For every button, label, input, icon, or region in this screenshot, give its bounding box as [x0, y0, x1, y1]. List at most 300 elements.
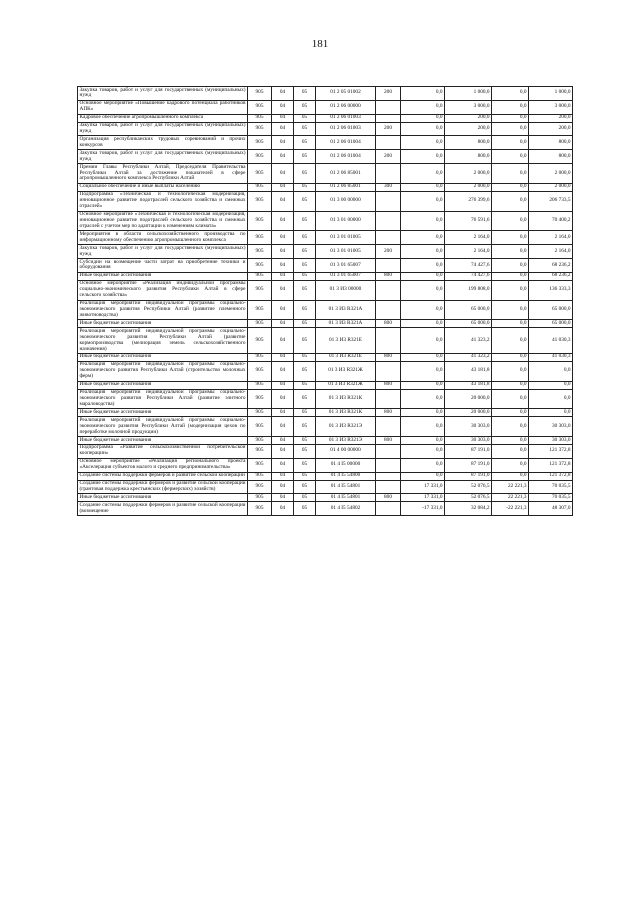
table-row [78, 183, 573, 191]
section-code-cell: 04 [272, 328, 294, 354]
row-name-cell: Реализация мероприятий индивидуальной программы социально-экономического развития Республики Алтай (развитие кормопроизводства (мелиорация земель сельскохозяйственного назначения) [79, 327, 246, 352]
amount-cell-3: 0,0 [492, 417, 529, 437]
expense-type-cell [376, 417, 401, 437]
ministry-code-cell: 905 [248, 458, 272, 472]
row-name-cell: Кадровое обеспечение агропромышленного комплекса [78, 114, 248, 122]
amount-cell-2: 32 084,2 [445, 502, 492, 516]
target-article-cell: 01 3 И3 R321Ж [316, 361, 376, 381]
expense-type-cell: 800 [376, 353, 401, 361]
expense-type-cell [376, 280, 401, 300]
expense-type-cell [376, 211, 401, 231]
ministry-code-cell: 905 [248, 409, 272, 417]
amount-cell-4: 1 000,0 [529, 87, 573, 101]
amount-cell-2: 87 191,0 [445, 472, 492, 480]
amount-cell-3: 0,0 [492, 87, 529, 101]
target-article-cell: 01 3 И3 R321К [316, 409, 376, 417]
row-name-cell: Основное мероприятие «Реализация регионального проекта «Акселерация субъектов малого и среднего предпринимательства» [79, 458, 246, 471]
subsection-code-cell: 05 [294, 191, 316, 211]
target-article-cell: 01 2 05 01002 [316, 87, 376, 101]
amount-cell-1: 0,0 [401, 353, 445, 361]
expense-type-cell [376, 300, 401, 320]
amount-cell-2: 30 303,0 [445, 437, 492, 445]
target-article-cell: 01 4 I5 54800 [316, 472, 376, 480]
subsection-code-cell: 05 [294, 458, 316, 472]
expense-type-cell [376, 389, 401, 409]
row-name-cell: Подпрограмма «Техническая и технологическая модернизация, инновационное развитие подотраслей сельского хозяйства и смежных отраслей» [79, 191, 246, 210]
ministry-code-cell: 905 [248, 328, 272, 354]
amount-cell-3: 0,0 [492, 191, 529, 211]
section-code-cell: 04 [272, 87, 294, 101]
ministry-code-cell: 905 [248, 272, 272, 280]
row-name-cell: Основное мероприятие «Реализация индивидуальной программы социально-экономического развития Республики Алтай в сфере сельского хозяйства» [79, 280, 246, 299]
table-row [78, 409, 573, 417]
amount-cell-2: 200,0 [445, 114, 492, 122]
section-code-cell: 04 [272, 136, 294, 150]
table-row [78, 191, 573, 211]
amount-cell-1: 0,0 [401, 191, 445, 211]
amount-cell-1: 0,0 [401, 361, 445, 381]
amount-cell-4: 65 000,0 [529, 300, 573, 320]
target-article-cell: 01 3 И3 R321А [316, 300, 376, 320]
ministry-code-cell: 905 [248, 114, 272, 122]
amount-cell-4: 41 030,3 [529, 353, 573, 361]
ministry-code-cell: 905 [248, 320, 272, 328]
amount-cell-1: 0,0 [401, 211, 445, 231]
section-code-cell: 04 [272, 100, 294, 114]
amount-cell-4: 70 400,2 [529, 211, 573, 231]
amount-cell-2: 43 181,8 [445, 381, 492, 389]
amount-cell-2: 1 000,0 [445, 87, 492, 101]
table-row [78, 480, 573, 494]
section-code-cell: 04 [272, 361, 294, 381]
table-row [78, 472, 573, 480]
amount-cell-2: 199 808,0 [445, 280, 492, 300]
amount-cell-2: 20 000,0 [445, 409, 492, 417]
ministry-code-cell: 905 [248, 231, 272, 245]
row-name-cell: Подпрограмма «Развитие сельскохозяйственной потребительской кооперации» [79, 444, 246, 457]
subsection-code-cell: 05 [294, 259, 316, 273]
table-row [78, 122, 573, 136]
amount-cell-2: 76 591,6 [445, 211, 492, 231]
amount-cell-1: 0,0 [401, 389, 445, 409]
ministry-code-cell: 905 [248, 437, 272, 445]
amount-cell-4: 2 000,0 [529, 164, 573, 184]
ministry-code-cell: 905 [248, 164, 272, 184]
expense-type-cell [376, 136, 401, 150]
expense-type-cell: 800 [376, 494, 401, 502]
row-name-cell: Иные бюджетные ассигнования [78, 409, 248, 417]
amount-cell-3: 0,0 [492, 381, 529, 389]
page-number: 181 [311, 38, 329, 50]
target-article-cell: 01 4 I5 00000 [316, 458, 376, 472]
amount-cell-2: 276 399,6 [445, 191, 492, 211]
subsection-code-cell: 05 [294, 494, 316, 502]
ministry-code-cell: 905 [248, 259, 272, 273]
amount-cell-4: 0,0 [529, 409, 573, 417]
row-name-cell: Премии Главы Республики Алтай, Председателя Правительства Республики Алтай за достижение показателей в сфере агропромышленного комплекса Республики Алтай [79, 163, 246, 182]
amount-cell-3: 0,0 [492, 444, 529, 458]
row-name-cell: Закупка товаров, работ и услуг для государственных (муниципальных) нужд [79, 149, 246, 162]
amount-cell-1: 0,0 [401, 437, 445, 445]
table-row [78, 211, 573, 231]
ministry-code-cell: 905 [248, 472, 272, 480]
row-name-cell: Реализация мероприятий индивидуальной программы социально-экономического развития Республики Алтай (строительство молочных ферм) [79, 361, 246, 380]
target-article-cell: 01 2 06 01004 [316, 136, 376, 150]
amount-cell-3: 0,0 [492, 458, 529, 472]
amount-cell-4: 800,0 [529, 136, 573, 150]
section-code-cell: 04 [272, 472, 294, 480]
amount-cell-1: 0,0 [401, 100, 445, 114]
amount-cell-3: 0,0 [492, 437, 529, 445]
ministry-code-cell: 905 [248, 444, 272, 458]
ministry-code-cell: 905 [248, 353, 272, 361]
subsection-code-cell: 05 [294, 381, 316, 389]
expense-type-cell: 800 [376, 409, 401, 417]
amount-cell-4: 3 000,0 [529, 100, 573, 114]
row-name-cell: Основное мероприятие «Повышение кадрового потенциала работников АПК» [79, 100, 246, 113]
row-name-cell: Иные бюджетные ассигнования [78, 381, 248, 389]
ministry-code-cell: 905 [248, 191, 272, 211]
amount-cell-4: 121 372,8 [529, 444, 573, 458]
section-code-cell: 04 [272, 480, 294, 494]
section-code-cell: 04 [272, 164, 294, 184]
subsection-code-cell: 05 [294, 122, 316, 136]
target-article-cell: 01 3 01 01005 [316, 245, 376, 259]
amount-cell-1: 0,0 [401, 381, 445, 389]
amount-cell-2: 2 000,0 [445, 164, 492, 184]
amount-cell-3: 0,0 [492, 272, 529, 280]
amount-cell-2: 30 303,0 [445, 417, 492, 437]
amount-cell-2: 87 191,0 [445, 458, 492, 472]
expense-type-cell: 800 [376, 320, 401, 328]
amount-cell-1: 0,0 [401, 444, 445, 458]
section-code-cell: 04 [272, 353, 294, 361]
expense-type-cell: 300 [376, 183, 401, 191]
target-article-cell: 01 3 01 65007 [316, 259, 376, 273]
ministry-code-cell: 905 [248, 87, 272, 101]
subsection-code-cell: 05 [294, 114, 316, 122]
section-code-cell: 04 [272, 300, 294, 320]
subsection-code-cell: 05 [294, 328, 316, 354]
amount-cell-2: 2 000,0 [445, 183, 492, 191]
target-article-cell: 01 3 И3 R321Е [316, 328, 376, 354]
subsection-code-cell: 05 [294, 272, 316, 280]
amount-cell-1: 0,0 [401, 458, 445, 472]
subsection-code-cell: 05 [294, 87, 316, 101]
row-name-cell: Закупка товаров, работ и услуг для государственных (муниципальных) нужд [79, 86, 246, 99]
amount-cell-2: 20 000,0 [445, 389, 492, 409]
amount-cell-2: 800,0 [445, 136, 492, 150]
table-row [78, 164, 573, 184]
subsection-code-cell: 05 [294, 417, 316, 437]
section-code-cell: 04 [272, 231, 294, 245]
ministry-code-cell: 905 [248, 211, 272, 231]
table-row [78, 361, 573, 381]
amount-cell-4: 121 372,8 [529, 472, 573, 480]
row-name-cell: Реализация мероприятий индивидуальной программы социально-экономического развития Республики Алтай (развитие элитного мараловодства) [79, 389, 246, 407]
ministry-code-cell: 905 [248, 480, 272, 494]
subsection-code-cell: 05 [294, 136, 316, 150]
section-code-cell: 04 [272, 245, 294, 259]
subsection-code-cell: 05 [294, 353, 316, 361]
amount-cell-1: 0,0 [401, 114, 445, 122]
target-article-cell: 01 2 06 01003 [316, 114, 376, 122]
table-row [78, 300, 573, 320]
table-row [78, 494, 573, 502]
amount-cell-4: 206 733,5 [529, 191, 573, 211]
budget-table [77, 86, 573, 516]
target-article-cell: 01 4 I5 54802 [316, 502, 376, 516]
table-row [78, 502, 573, 516]
subsection-code-cell: 05 [294, 150, 316, 164]
amount-cell-4: 48 307,0 [529, 502, 573, 516]
table-row [78, 231, 573, 245]
expense-type-cell: 800 [376, 381, 401, 389]
amount-cell-2: 41 323,2 [445, 353, 492, 361]
amount-cell-3: 0,0 [492, 231, 529, 245]
table-row [78, 320, 573, 328]
table-row [78, 259, 573, 273]
section-code-cell: 04 [272, 280, 294, 300]
amount-cell-1: 0,0 [401, 231, 445, 245]
amount-cell-1: 17 331,0 [401, 480, 445, 494]
section-code-cell: 04 [272, 389, 294, 409]
subsection-code-cell: 05 [294, 320, 316, 328]
amount-cell-3: 0,0 [492, 245, 529, 259]
amount-cell-1: 17 331,0 [401, 494, 445, 502]
section-code-cell: 04 [272, 122, 294, 136]
amount-cell-3: 0,0 [492, 122, 529, 136]
target-article-cell: 01 2 06 01004 [316, 150, 376, 164]
amount-cell-3: 0,0 [492, 328, 529, 354]
amount-cell-3: 0,0 [492, 409, 529, 417]
expense-type-cell: 200 [376, 245, 401, 259]
expense-type-cell: 200 [376, 122, 401, 136]
row-name-cell: Иные бюджетные ассигнования [78, 494, 248, 502]
table-row [78, 389, 573, 409]
amount-cell-4: 121 372,8 [529, 458, 573, 472]
amount-cell-2: 87 191,0 [445, 444, 492, 458]
amount-cell-3: 0,0 [492, 259, 529, 273]
row-name-cell: Реализация мероприятий индивидуальной программы социально-экономического развития Республики Алтай (развитие племенного животноводства) [79, 300, 246, 318]
row-name-cell: Иные бюджетные ассигнования [78, 272, 248, 280]
subsection-code-cell: 05 [294, 183, 316, 191]
section-code-cell: 04 [272, 114, 294, 122]
target-article-cell: 01 3 И3 R321Ж [316, 381, 376, 389]
amount-cell-4: 70 035,5 [529, 494, 573, 502]
amount-cell-4: 30 303,0 [529, 437, 573, 445]
amount-cell-2: 65 000,0 [445, 320, 492, 328]
table-row [78, 353, 573, 361]
subsection-code-cell: 05 [294, 409, 316, 417]
target-article-cell: 01 3 И3 R321Е [316, 353, 376, 361]
expense-type-cell [376, 472, 401, 480]
amount-cell-1: 0,0 [401, 328, 445, 354]
target-article-cell: 01 4 00 00000 [316, 444, 376, 458]
subsection-code-cell: 05 [294, 361, 316, 381]
section-code-cell: 04 [272, 259, 294, 273]
expense-type-cell: 200 [376, 150, 401, 164]
subsection-code-cell: 05 [294, 389, 316, 409]
section-code-cell: 04 [272, 409, 294, 417]
row-name-cell: Основное мероприятие «Техническая и технологическая модернизация, инновационное развитие подотраслей сельского хозяйства и смежных отраслей с учетом мер по адаптации к изменениям климата» [79, 211, 246, 229]
amount-cell-1: 0,0 [401, 320, 445, 328]
amount-cell-2: 200,0 [445, 122, 492, 136]
row-name-cell: Иные бюджетные ассигнования [78, 353, 248, 361]
target-article-cell: 01 2 06 85001 [316, 183, 376, 191]
subsection-code-cell: 05 [294, 472, 316, 480]
subsection-code-cell: 05 [294, 444, 316, 458]
amount-cell-2: 2 164,0 [445, 245, 492, 259]
table-row [78, 87, 573, 101]
amount-cell-1: 0,0 [401, 136, 445, 150]
section-code-cell: 04 [272, 417, 294, 437]
subsection-code-cell: 05 [294, 164, 316, 184]
amount-cell-1: 0,0 [401, 150, 445, 164]
amount-cell-3: 22 221,3 [492, 480, 529, 494]
amount-cell-1: 0,0 [401, 259, 445, 273]
ministry-code-cell: 905 [248, 494, 272, 502]
target-article-cell: 01 2 06 85001 [316, 164, 376, 184]
ministry-code-cell: 905 [248, 150, 272, 164]
target-article-cell: 01 3 00 00000 [316, 191, 376, 211]
row-name-cell: Социальное обеспечение и иные выплаты населению [78, 183, 248, 191]
ministry-code-cell: 905 [248, 122, 272, 136]
expense-type-cell [376, 502, 401, 516]
target-article-cell: 01 2 06 01003 [316, 122, 376, 136]
table-row [78, 381, 573, 389]
ministry-code-cell: 905 [248, 280, 272, 300]
section-code-cell: 04 [272, 211, 294, 231]
table-row [78, 437, 573, 445]
target-article-cell: 01 3 И3 R321А [316, 320, 376, 328]
amount-cell-3: 22 221,3 [492, 494, 529, 502]
amount-cell-3: 0,0 [492, 136, 529, 150]
amount-cell-4: 68 236,2 [529, 259, 573, 273]
ministry-code-cell: 905 [248, 381, 272, 389]
ministry-code-cell: 905 [248, 417, 272, 437]
section-code-cell: 04 [272, 272, 294, 280]
amount-cell-4: 70 035,5 [529, 480, 573, 494]
target-article-cell: 01 3 01 65007 [316, 272, 376, 280]
section-code-cell: 04 [272, 381, 294, 389]
table-row [78, 280, 573, 300]
amount-cell-4: 136 333,3 [529, 280, 573, 300]
row-name-cell: Реализация мероприятий индивидуальной программы социально-экономического развития Республики Алтай (модернизация цехов по переработке молочной продукции) [79, 416, 246, 435]
target-article-cell: 01 3 И3 R321К [316, 389, 376, 409]
amount-cell-4: 200,0 [529, 114, 573, 122]
amount-cell-3: 0,0 [492, 164, 529, 184]
section-code-cell: 04 [272, 458, 294, 472]
amount-cell-3: 0,0 [492, 389, 529, 409]
amount-cell-2: 43 181,8 [445, 361, 492, 381]
ministry-code-cell: 905 [248, 136, 272, 150]
amount-cell-1: 0,0 [401, 87, 445, 101]
amount-cell-1: 0,0 [401, 472, 445, 480]
amount-cell-2: 2 164,0 [445, 231, 492, 245]
section-code-cell: 04 [272, 191, 294, 211]
ministry-code-cell: 905 [248, 100, 272, 114]
amount-cell-4: 0,0 [529, 381, 573, 389]
row-name-cell: Организация республиканских трудовых соревнований и прочих конкурсов [79, 135, 246, 148]
amount-cell-4: 30 303,0 [529, 417, 573, 437]
section-code-cell: 04 [272, 502, 294, 516]
subsection-code-cell: 05 [294, 245, 316, 259]
amount-cell-1: 0,0 [401, 280, 445, 300]
target-article-cell: 01 3 01 00000 [316, 211, 376, 231]
amount-cell-1: -17 331,0 [401, 502, 445, 516]
row-name-cell: Иные бюджетные ассигнования [78, 437, 248, 445]
table-row [78, 150, 573, 164]
ministry-code-cell: 905 [248, 389, 272, 409]
amount-cell-4: 2 164,0 [529, 231, 573, 245]
target-article-cell: 01 3 И3 R321Э [316, 437, 376, 445]
ministry-code-cell: 905 [248, 300, 272, 320]
amount-cell-2: 3 000,0 [445, 100, 492, 114]
amount-cell-2: 52 076,5 [445, 480, 492, 494]
expense-type-cell [376, 164, 401, 184]
budget-table-body [78, 87, 573, 516]
table-row [78, 417, 573, 437]
amount-cell-4: 200,0 [529, 122, 573, 136]
ministry-code-cell: 905 [248, 361, 272, 381]
amount-cell-2: 52 076,5 [445, 494, 492, 502]
amount-cell-1: 0,0 [401, 272, 445, 280]
amount-cell-1: 0,0 [401, 417, 445, 437]
row-name-cell: Закупка товаров, работ и услуг для государственных (муниципальных) нужд [79, 122, 246, 135]
target-article-cell: 01 3 И3 R321Э [316, 417, 376, 437]
amount-cell-1: 0,0 [401, 409, 445, 417]
amount-cell-4: 2 164,0 [529, 245, 573, 259]
amount-cell-2: 74 427,6 [445, 259, 492, 273]
amount-cell-4: 41 030,3 [529, 328, 573, 354]
subsection-code-cell: 05 [294, 480, 316, 494]
section-code-cell: 04 [272, 444, 294, 458]
amount-cell-3: -22 221,3 [492, 502, 529, 516]
table-row [78, 100, 573, 114]
expense-type-cell: 200 [376, 87, 401, 101]
amount-cell-4: 0,0 [529, 389, 573, 409]
expense-type-cell [376, 480, 401, 494]
row-name-cell: Создание системы поддержки фермеров и развитие сельской кооперации [78, 472, 248, 480]
amount-cell-3: 0,0 [492, 280, 529, 300]
table-row [78, 136, 573, 150]
expense-type-cell [376, 191, 401, 211]
table-row [78, 272, 573, 280]
amount-cell-3: 0,0 [492, 472, 529, 480]
subsection-code-cell: 05 [294, 280, 316, 300]
target-article-cell: 01 3 И3 00000 [316, 280, 376, 300]
amount-cell-3: 0,0 [492, 320, 529, 328]
section-code-cell: 04 [272, 320, 294, 328]
amount-cell-4: 2 000,0 [529, 183, 573, 191]
target-article-cell: 01 4 I5 54801 [316, 494, 376, 502]
row-name-cell: Иные бюджетные ассигнования [78, 320, 248, 328]
section-code-cell: 04 [272, 437, 294, 445]
ministry-code-cell: 905 [248, 502, 272, 516]
amount-cell-2: 74 427,6 [445, 272, 492, 280]
expense-type-cell [376, 100, 401, 114]
subsection-code-cell: 05 [294, 231, 316, 245]
expense-type-cell [376, 114, 401, 122]
expense-type-cell [376, 231, 401, 245]
amount-cell-3: 0,0 [492, 183, 529, 191]
table-row [78, 444, 573, 458]
row-name-cell: Закупка товаров, работ и услуг для государственных (муниципальных) нужд [79, 244, 246, 257]
amount-cell-3: 0,0 [492, 353, 529, 361]
target-article-cell: 01 4 I5 54801 [316, 480, 376, 494]
subsection-code-cell: 05 [294, 211, 316, 231]
